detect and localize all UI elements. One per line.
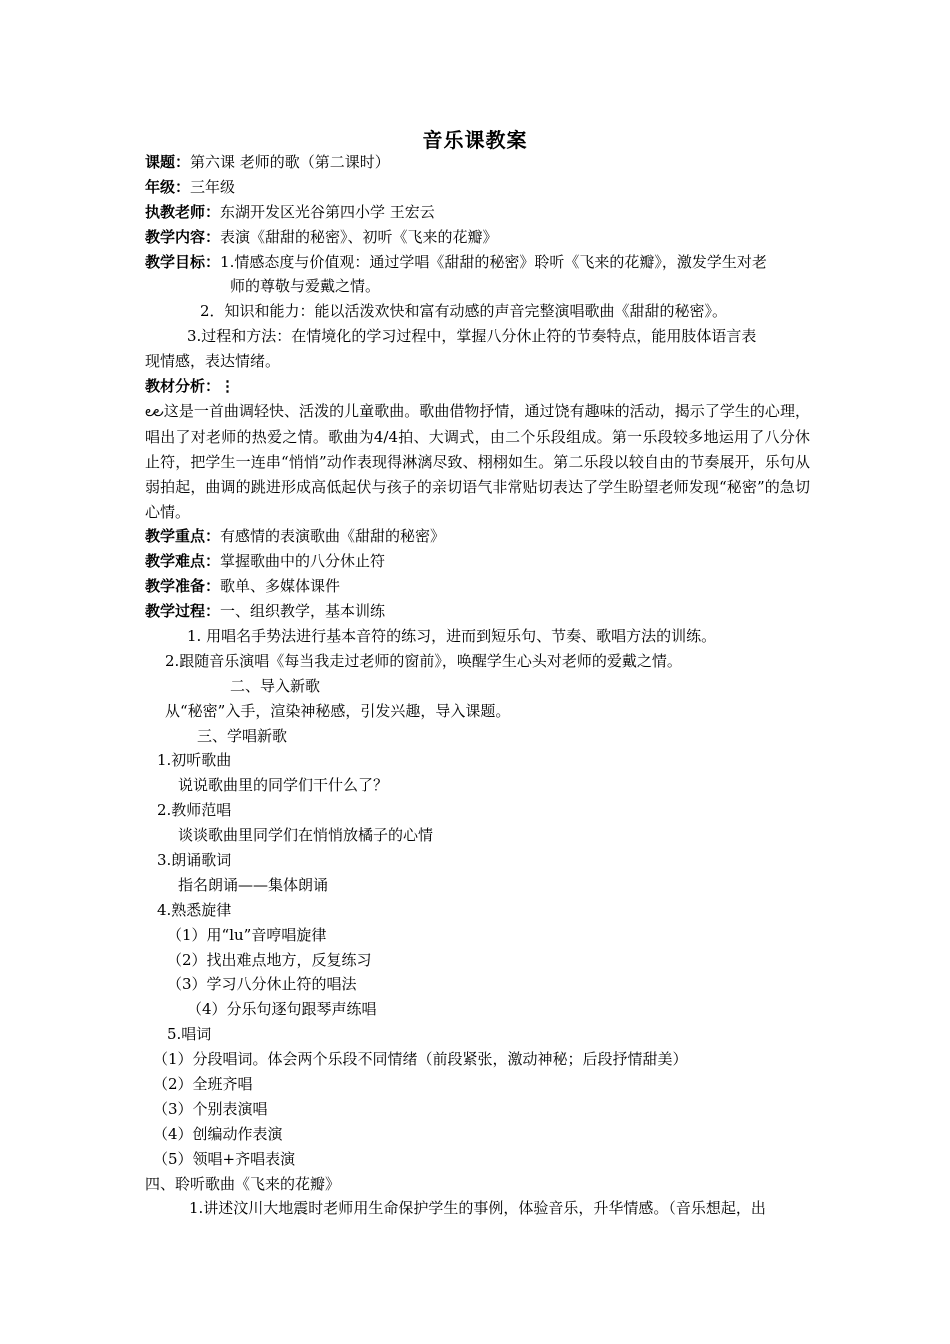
item-3-text: 指名朗诵——集体朗诵 xyxy=(178,875,329,894)
item-3-title: 3.朗诵歌词 xyxy=(157,851,232,870)
item-5-title: 5.唱词 xyxy=(167,1025,212,1044)
section-2-title: 二、导入新歌 xyxy=(230,676,321,695)
topic-label: 课题 xyxy=(145,153,176,171)
item-5-sub-3: （3）个别表演唱 xyxy=(153,1099,268,1118)
item-5-sub-4: （4）创编动作表演 xyxy=(153,1124,283,1143)
item-1-text: 说说歌曲里的同学们干什么了？ xyxy=(178,776,389,795)
key-point-line: 教学重点：有感情的表演歌曲《甜甜的秘密》 xyxy=(145,527,446,546)
page-title: 音乐课教案 xyxy=(422,128,528,152)
content-label: 教学内容 xyxy=(145,227,206,246)
goal-3-line-1: 3.过程和方法：在情境化的学习过程中，掌握八分休止符的节奏特点，能用肢体语言表 xyxy=(187,327,757,346)
section-4-item-1: 1.讲述汶川大地震时老师用生命保护学生的事例，体验音乐，升华情感。（音乐想起，出 xyxy=(189,1199,766,1218)
goal-1-line-1: 1.情感态度与价值观：通过学唱《甜甜的秘密》聆听《飞来的花瓣》，激发学生对老 xyxy=(220,252,767,271)
item-4-sub-3: （3）学习八分休止符的唱法 xyxy=(167,975,357,994)
item-1-title: 1.初听歌曲 xyxy=(157,751,232,770)
difficulty-value: 掌握歌曲中的八分休止符 xyxy=(220,552,386,571)
teacher-value: 东湖开发区光谷第四小学 王宏云 xyxy=(220,202,435,221)
item-5-sub-1: （1）分段唱词。体会两个乐段不同情绪（前段紧张，激动神秘；后段抒情甜美） xyxy=(153,1050,688,1069)
process-label: 教学过程 xyxy=(145,602,206,621)
item-4-sub-2: （2）找出难点地方，反复练习 xyxy=(167,950,372,969)
ornament-icon: ౿౿ xyxy=(145,403,162,420)
item-4-title: 4.熟悉旋律 xyxy=(157,900,232,919)
grade-line: 年级：三年级 xyxy=(145,177,236,196)
preparation-line: 教学准备：歌单、多媒体课件 xyxy=(145,577,341,596)
section-1-item-2: 2.跟随音乐演唱《每当我走过老师的窗前》，唤醒学生心头对老师的爱戴之情。 xyxy=(165,651,682,670)
analysis-text: 这是一首曲调轻快、活泼的儿童歌曲。歌曲借物抒情，通过饶有趣味的活动，揭示了学生的心理，唱出了对老师的热爱之情。歌曲为4/4拍、大调式，由二个乐段组成。第一乐段较多地运用了八分休止符，把学生一连串“悄悄”动作表现得淋漓尽致、栩栩如生。第二乐段以较自由的节奏展开，乐句从弱拍起，曲调的跳进形成高低起伏与孩子的亲切语气非常贴切表达了学生盼望老师发现“秘密”的急切心情。 xyxy=(145,401,810,521)
section-3-title: 三、学唱新歌 xyxy=(197,726,288,745)
grade-value: 三年级 xyxy=(190,177,236,196)
preparation-value: 歌单、多媒体课件 xyxy=(220,577,341,596)
goal-1-line-2: 师的尊敬与爱戴之情。 xyxy=(230,277,381,296)
section-1-title: 一、组织教学，基本训练 xyxy=(220,602,386,621)
analysis-paragraph xyxy=(145,399,810,525)
item-2-text: 谈谈歌曲里同学们在悄悄放橘子的心情 xyxy=(178,826,434,845)
analysis-label: 教材分析： xyxy=(145,377,221,396)
item-4-sub-1: （1）用“lu”音哼唱旋律 xyxy=(167,925,327,944)
process-line: 教学过程：一、组织教学，基本训练 xyxy=(145,602,386,621)
lesson-plan-body xyxy=(145,150,810,1221)
grade-label: 年级 xyxy=(145,177,176,196)
goal-2: 2．知识和能力：能以活泼欢快和富有动感的声音完整演唱歌曲《甜甜的秘密》。 xyxy=(200,302,728,321)
content-value: 表演《甜甜的秘密》、初听《飞来的花瓣》 xyxy=(220,227,498,246)
section-4-title: 四、聆听歌曲《飞来的花瓣》 xyxy=(145,1174,341,1193)
section-1-item-1: 1. 用唱名手势法进行基本音符的练习，进而到短乐句、节奏、歌唱方法的训练。 xyxy=(187,627,717,645)
item-2-title: 2.教师范唱 xyxy=(157,801,232,820)
analysis-heading xyxy=(145,374,810,399)
preparation-label: 教学准备 xyxy=(145,577,206,596)
key-point-label: 教学重点 xyxy=(145,527,206,546)
teacher-line: 执教老师：东湖开发区光谷第四小学 王宏云 xyxy=(145,202,435,221)
topic-value: 第六课 老师的歌（第二课时） xyxy=(190,153,390,171)
goals-label: 教学目标 xyxy=(145,252,206,271)
key-point-value: 有感情的表演歌曲《甜甜的秘密》 xyxy=(220,527,446,546)
topic-line: 课题：第六课 老师的歌（第二课时） xyxy=(145,153,390,171)
item-5-sub-2: （2）全班齐唱 xyxy=(153,1075,253,1094)
item-4-sub-4: （4）分乐句逐句跟琴声练唱 xyxy=(187,1000,377,1019)
section-2-text: 从“秘密”入手，渲染神秘感，引发兴趣，导入课题。 xyxy=(165,701,511,720)
content-line: 教学内容：表演《甜甜的秘密》、初听《飞来的花瓣》 xyxy=(145,227,498,246)
difficulty-label: 教学难点 xyxy=(145,552,206,571)
analysis-suffix: ⋮ xyxy=(220,377,236,396)
goal-3-line-2: 现情感，表达情绪。 xyxy=(145,352,281,371)
goals-line-1: 教学目标：1.情感态度与价值观：通过学唱《甜甜的秘密》聆听《飞来的花瓣》，激发学生对老 xyxy=(145,252,767,271)
difficulty-line: 教学难点：掌握歌曲中的八分休止符 xyxy=(145,552,386,571)
teacher-label: 执教老师 xyxy=(145,202,206,221)
item-5-sub-5: （5）领唱+齐唱表演 xyxy=(153,1149,296,1168)
